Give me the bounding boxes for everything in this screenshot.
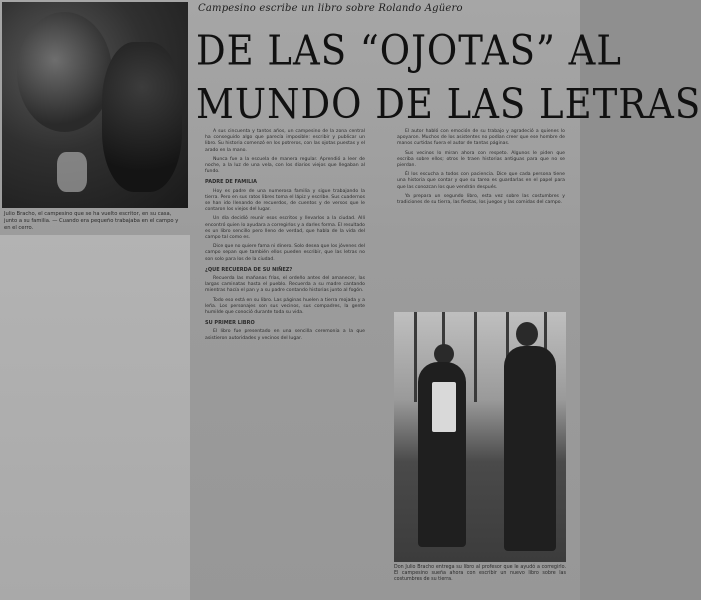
paragraph: Dice que no quiere fama ni dinero. Solo desea que los jóvenes del campo sepan que también ellos pueden escribir, que las letras no son solo para los de la ciudad. [205, 244, 365, 262]
paragraph: Hoy es padre de una numerosa familia y sigue trabajando la tierra. Pero en sus ratos libres toma el lápiz y escribe. Sus cuadernos se han ido llenando de recuerdos, de cuentos y de versos que le contaron los viejos del lugar. [205, 188, 365, 213]
paragraph: Él los escucha a todos con paciencia. Dice que cada persona tiene una historia que contar y que su tarea es guardarlas en el papel para que las conozcan los que vendrán después. [397, 172, 565, 190]
paragraph: Sus vecinos lo miran ahora con respeto. Algunos le piden que escriba sobre ellos; otros le traen historias antiguas para que no se pierdan. [397, 150, 565, 169]
headline-line-1: DE LAS “OJOTAS” AL [196, 26, 622, 75]
article-column-2 [397, 129, 565, 304]
paragraph: El autor habló con emoción de su trabajo y agradeció a quienes lo apoyaron. Muchos de los asistentes no podían creer que ese hombre de manos curtidas fuera el autor de tantas páginas. [397, 129, 565, 147]
article-kicker: Campesino escribe un libro sobre Rolando Agüero [198, 3, 463, 14]
tree-trunk [474, 312, 477, 402]
article-column-1 [205, 129, 365, 595]
blank-margin [0, 235, 190, 600]
book-held [432, 382, 456, 432]
subheading: ¿QUE RECUERDA DE SU NIÑEZ? [205, 266, 293, 273]
presentation-photo-caption: Don Julio Bracho entrega su libro al profesor que le ayudó a corregirlo. El campesino sueña ahora con escribir un nuevo libro sobre las costumbres de su tierra. [394, 565, 566, 583]
paragraph: A sus cincuenta y tantos años, un campesino de la zona central ha conseguido algo que parecía imposible: escribir y publicar un libro. Su historia comenzó en los potreros, con las ojotas puestas y el arado en la mano. [205, 129, 365, 153]
headline-line-2: MUNDO DE LAS LETRAS [196, 80, 701, 129]
subheading: SU PRIMER LIBRO [205, 320, 255, 327]
book-presentation-photo [394, 312, 566, 562]
man-right-figure [504, 346, 556, 551]
article-headline [196, 24, 701, 132]
paragraph: El libro fue presentado en una sencilla ceremonia a la que asistieron autoridades y vecinos del lugar. [205, 329, 365, 341]
tree-trunk [414, 312, 417, 402]
subheading: PADRE DE FAMILIA [205, 179, 258, 186]
family-photo [2, 2, 188, 208]
photo-highlight [57, 152, 87, 192]
family-photo-caption: Julio Bracho, el campesino que se ha vuelto escritor, en su casa, junto a su familia. — Cuando era pequeño trabajaba en el campo y en el cerro. [4, 211, 179, 231]
paragraph: Nunca fue a la escuela de manera regular. Aprendió a leer de noche, a la luz de una vela, con los diarios viejos que llegaban al fundo. [205, 156, 365, 175]
paragraph: Ya prepara un segundo libro, esta vez sobre las costumbres y tradiciones de su tierra, las fiestas, los juegos y las comidas del campo. [397, 193, 565, 206]
photo-figure-left [17, 12, 112, 132]
photo-figure-right [102, 42, 182, 192]
man-right-head [516, 322, 538, 346]
paragraph: Todo eso está en su libro. Las páginas huelen a tierra mojada y a leña. Los personajes son sus vecinos, sus compadres, la gente humilde que conoció durante toda su vida. [205, 297, 365, 316]
paragraph: Un día decidió reunir esos escritos y llevarlos a la ciudad. Allí encontró quien lo ayudara a corregirlos y a darles forma. El resultado es un libro sencillo pero lleno de verdad, que habla de la vida del campo tal como es. [205, 216, 365, 241]
man-left-head [434, 344, 454, 364]
paragraph: Recuerda las mañanas frías, el ordeño antes del amanecer, las largas caminatas hasta el pueblo. Recuerda a su madre cantando mientras hacía el pan y a su padre contando historias junto al fogón. [205, 276, 365, 294]
